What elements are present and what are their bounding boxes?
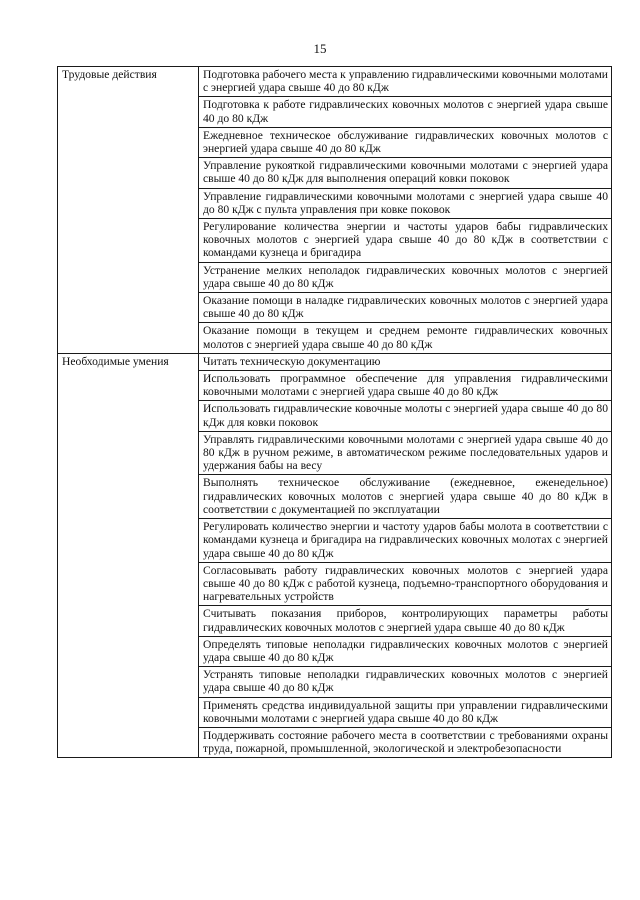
group-label: Трудовые действия xyxy=(58,67,199,354)
table-row xyxy=(58,67,612,97)
table-cell: Использовать гидравлические ковочные молоты с энергией удара свыше 40 до 80 кДж для ковки поковок xyxy=(199,401,612,431)
table-cell: Считывать показания приборов, контролирующих параметры работы гидравлических ковочных молотов с энергией удара свыше 40 до 80 кДж xyxy=(199,606,612,636)
table-cell: Регулирование количества энергии и частоты ударов бабы гидравлических ковочных молотов с энергией удара свыше 40 до 80 кДж в соответствии с командами кузнеца и бригадира xyxy=(199,219,612,263)
table-row xyxy=(58,353,612,370)
table-cell: Использовать программное обеспечение для управления гидравлическими ковочными молотами с энергией удара свыше 40 до 80 кДж xyxy=(199,371,612,401)
table-cell: Подготовка к работе гидравлических ковочных молотов с энергией удара свыше 40 до 80 кДж xyxy=(199,97,612,127)
table-cell: Ежедневное техническое обслуживание гидравлических ковочных молотов с энергией удара свыше 40 до 80 кДж xyxy=(199,127,612,157)
table-cell: Подготовка рабочего места к управлению гидравлическими ковочными молотами с энергией удара свыше 40 до 80 кДж xyxy=(199,67,612,97)
table-cell: Применять средства индивидуальной защиты при управлении гидравлическими ковочными молотами с энергией удара свыше 40 до 80 кДж xyxy=(199,697,612,727)
table-cell: Читать техническую документацию xyxy=(199,353,612,370)
table-cell: Регулировать количество энергии и частоту ударов бабы молота в соответствии с командами кузнеца и бригадира на гидравлических ковочных молотах с энергией удара свыше 40 до 80 кДж xyxy=(199,519,612,563)
table-cell: Устранять типовые неполадки гидравлических ковочных молотов с энергией удара свыше 40 до 80 кДж xyxy=(199,667,612,697)
page-number: 15 xyxy=(313,41,327,56)
table-cell: Выполнять техническое обслуживание (ежедневное, еженедельное) гидравлических ковочных молотов с энергией удара свыше 40 до 80 кДж в соответствии с документацией по эксплуатации xyxy=(199,475,612,519)
table-cell: Управлять гидравлическими ковочными молотами с энергией удара свыше 40 до 80 кДж в ручном режиме, в автоматическом режиме последовательных ударов и удержания бабы на весу xyxy=(199,431,612,475)
table-cell: Определять типовые неполадки гидравлических ковочных молотов с энергией удара свыше 40 до 80 кДж xyxy=(199,636,612,666)
table-cell: Оказание помощи в наладке гидравлических ковочных молотов с энергией удара свыше 40 до 80 кДж xyxy=(199,293,612,323)
requirements-table-body xyxy=(58,67,612,758)
table-cell: Согласовывать работу гидравлических ковочных молотов с энергией удара свыше 40 до 80 кДж с работой кузнеца, подъемно-транспортного оборудования и нагревательных устройств xyxy=(199,562,612,606)
table-cell: Поддерживать состояние рабочего места в соответствии с требованиями охраны труда, пожарной, промышленной, экологической и электробезопасности xyxy=(199,727,612,757)
requirements-table xyxy=(57,66,612,758)
group-label: Необходимые умения xyxy=(58,353,199,757)
table-cell: Оказание помощи в текущем и среднем ремонте гидравлических ковочных молотов с энергией удара свыше 40 до 80 кДж xyxy=(199,323,612,353)
table-cell: Управление гидравлическими ковочными молотами с энергией удара свыше 40 до 80 кДж с пульта управления при ковке поковок xyxy=(199,188,612,218)
table-cell: Устранение мелких неполадок гидравлических ковочных молотов с энергией удара свыше 40 до 80 кДж xyxy=(199,262,612,292)
table-cell: Управление рукояткой гидравлическими ковочными молотами с энергией удара свыше 40 до 80 кДж для выполнения операций ковки поковок xyxy=(199,158,612,188)
